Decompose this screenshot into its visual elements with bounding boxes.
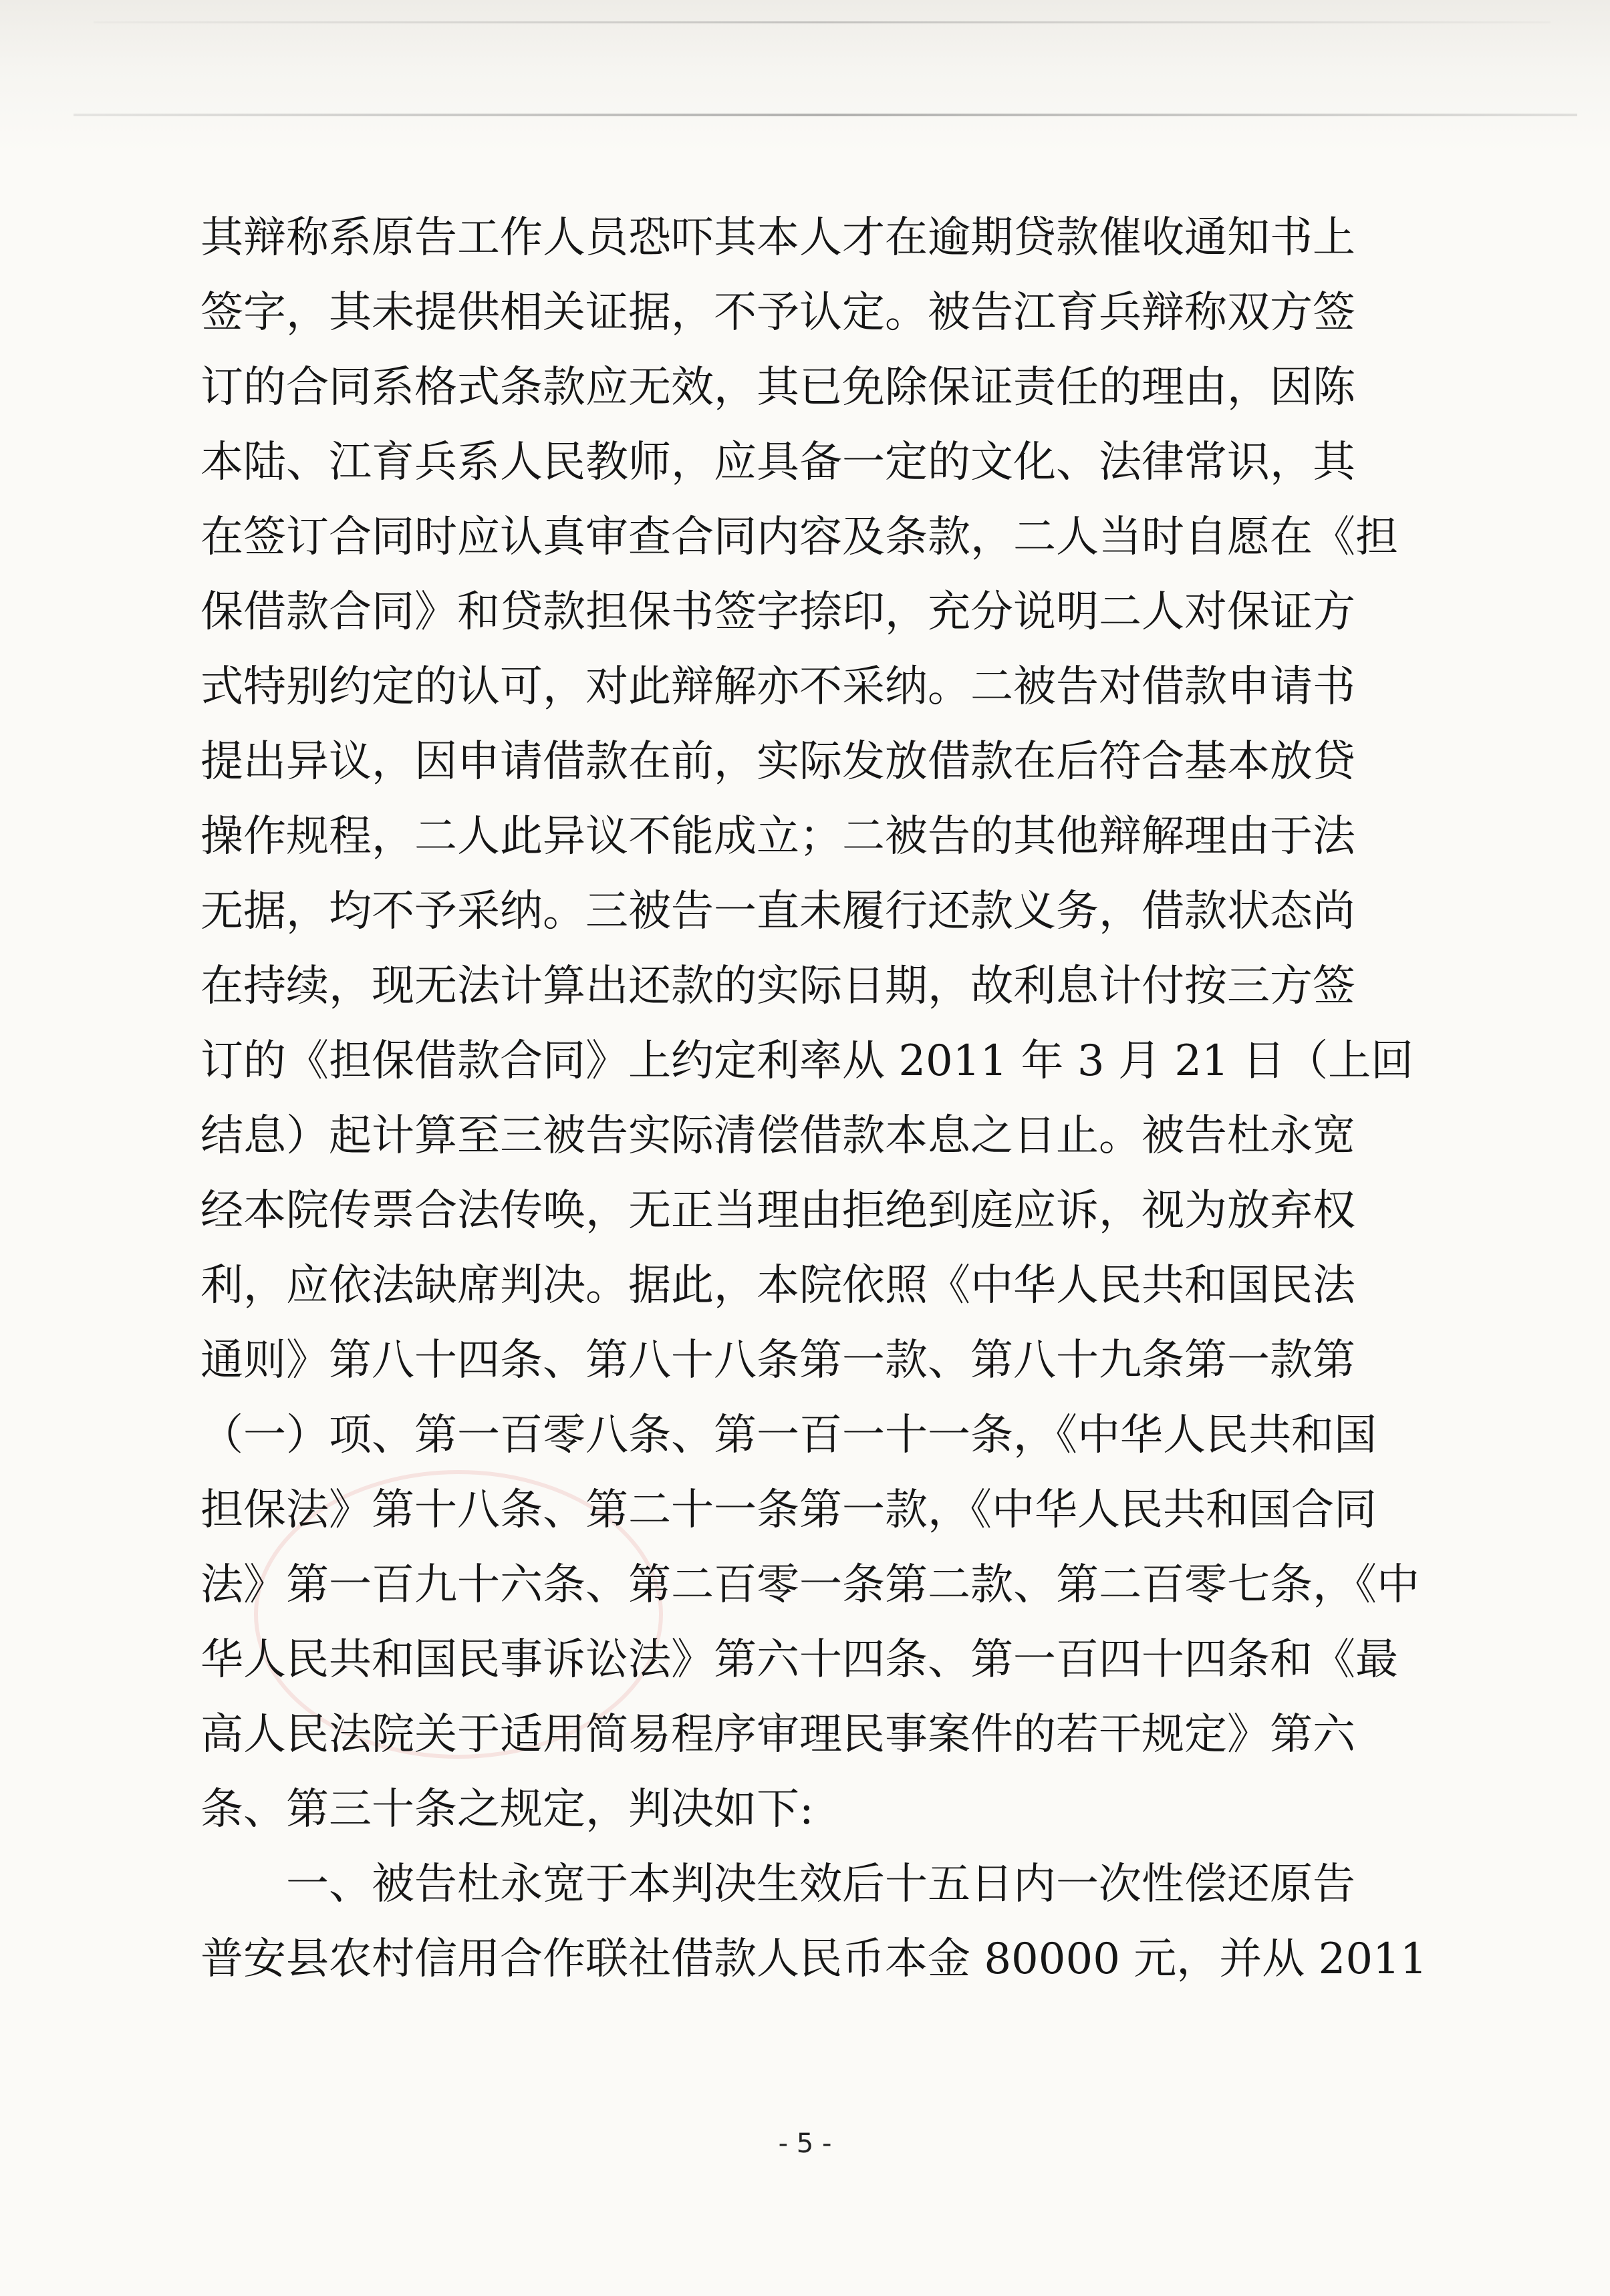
text-line: 高人民法院关于适用简易程序审理民事案件的若干规定》第六 bbox=[200, 1710, 1355, 1759]
text-line: 订的《担保借款合同》上约定利率从 2011 年 3 月 21 日（上回 bbox=[200, 1036, 1414, 1086]
page-number: - 5 - bbox=[778, 2128, 832, 2159]
text-line: 结息）起计算至三被告实际清偿借款本息之日止。被告杜永宽 bbox=[200, 1111, 1355, 1161]
text-line: 无据，均不予采纳。三被告一直未履行还款义务，借款状态尚 bbox=[200, 887, 1355, 936]
text-line: 操作规程，二人此异议不能成立；二被告的其他辩解理由于法 bbox=[200, 812, 1355, 861]
text-line: 本陆、江育兵系人民教师，应具备一定的文化、法律常识，其 bbox=[200, 438, 1355, 487]
text-line: 签字，其未提供相关证据，不予认定。被告江育兵辩称双方签 bbox=[200, 288, 1355, 337]
text-line: 式特别约定的认可，对此辩解亦不采纳。二被告对借款申请书 bbox=[200, 662, 1355, 712]
text-line: 条、第三十条之规定，判决如下: bbox=[200, 1785, 814, 1834]
scan-artifact-line bbox=[74, 114, 1577, 116]
text-line: 华人民共和国民事诉讼法》第六十四条、第一百四十四条和《最 bbox=[200, 1635, 1398, 1685]
text-line: 在签订合同时应认真审查合同内容及条款，二人当时自愿在《担 bbox=[200, 513, 1398, 562]
text-line: （一）项、第一百零八条、第一百一十一条，《中华人民共和国 bbox=[200, 1411, 1377, 1460]
text-line: 通则》第八十四条、第八十八条第一款、第八十九条第一款第 bbox=[200, 1336, 1355, 1385]
judgment-text bbox=[200, 200, 1428, 1997]
scan-artifact-line-top bbox=[94, 21, 1551, 23]
text-line: 其辩称系原告工作人员恐吓其本人才在逾期贷款催收通知书上 bbox=[200, 213, 1355, 263]
text-line: 普安县农村信用合作联社借款人民币本金 80000 元，并从 2011 bbox=[200, 1934, 1428, 1984]
text-line: 订的合同系格式条款应无效，其已免除保证责任的理由，因陈 bbox=[200, 363, 1355, 412]
text-line: 一、被告杜永宽于本判决生效后十五日内一次性偿还原告 bbox=[200, 1860, 1355, 1909]
text-line: 提出异议，因申请借款在前，实际发放借款在后符合基本放贷 bbox=[200, 737, 1355, 786]
text-line: 在持续，现无法计算出还款的实际日期，故利息计付按三方签 bbox=[200, 962, 1355, 1011]
text-line: 利，应依法缺席判决。据此，本院依照《中华人民共和国民法 bbox=[200, 1261, 1355, 1310]
text-line: 法》第一百九十六条、第二百零一条第二款、第二百零七条，《中 bbox=[200, 1560, 1420, 1610]
text-line: 经本院传票合法传唤，无正当理由拒绝到庭应诉，视为放弃权 bbox=[200, 1186, 1355, 1236]
text-line: 担保法》第十八条、第二十一条第一款，《中华人民共和国合同 bbox=[200, 1485, 1377, 1535]
text-line: 保借款合同》和贷款担保书签字捺印，充分说明二人对保证方 bbox=[200, 587, 1355, 637]
